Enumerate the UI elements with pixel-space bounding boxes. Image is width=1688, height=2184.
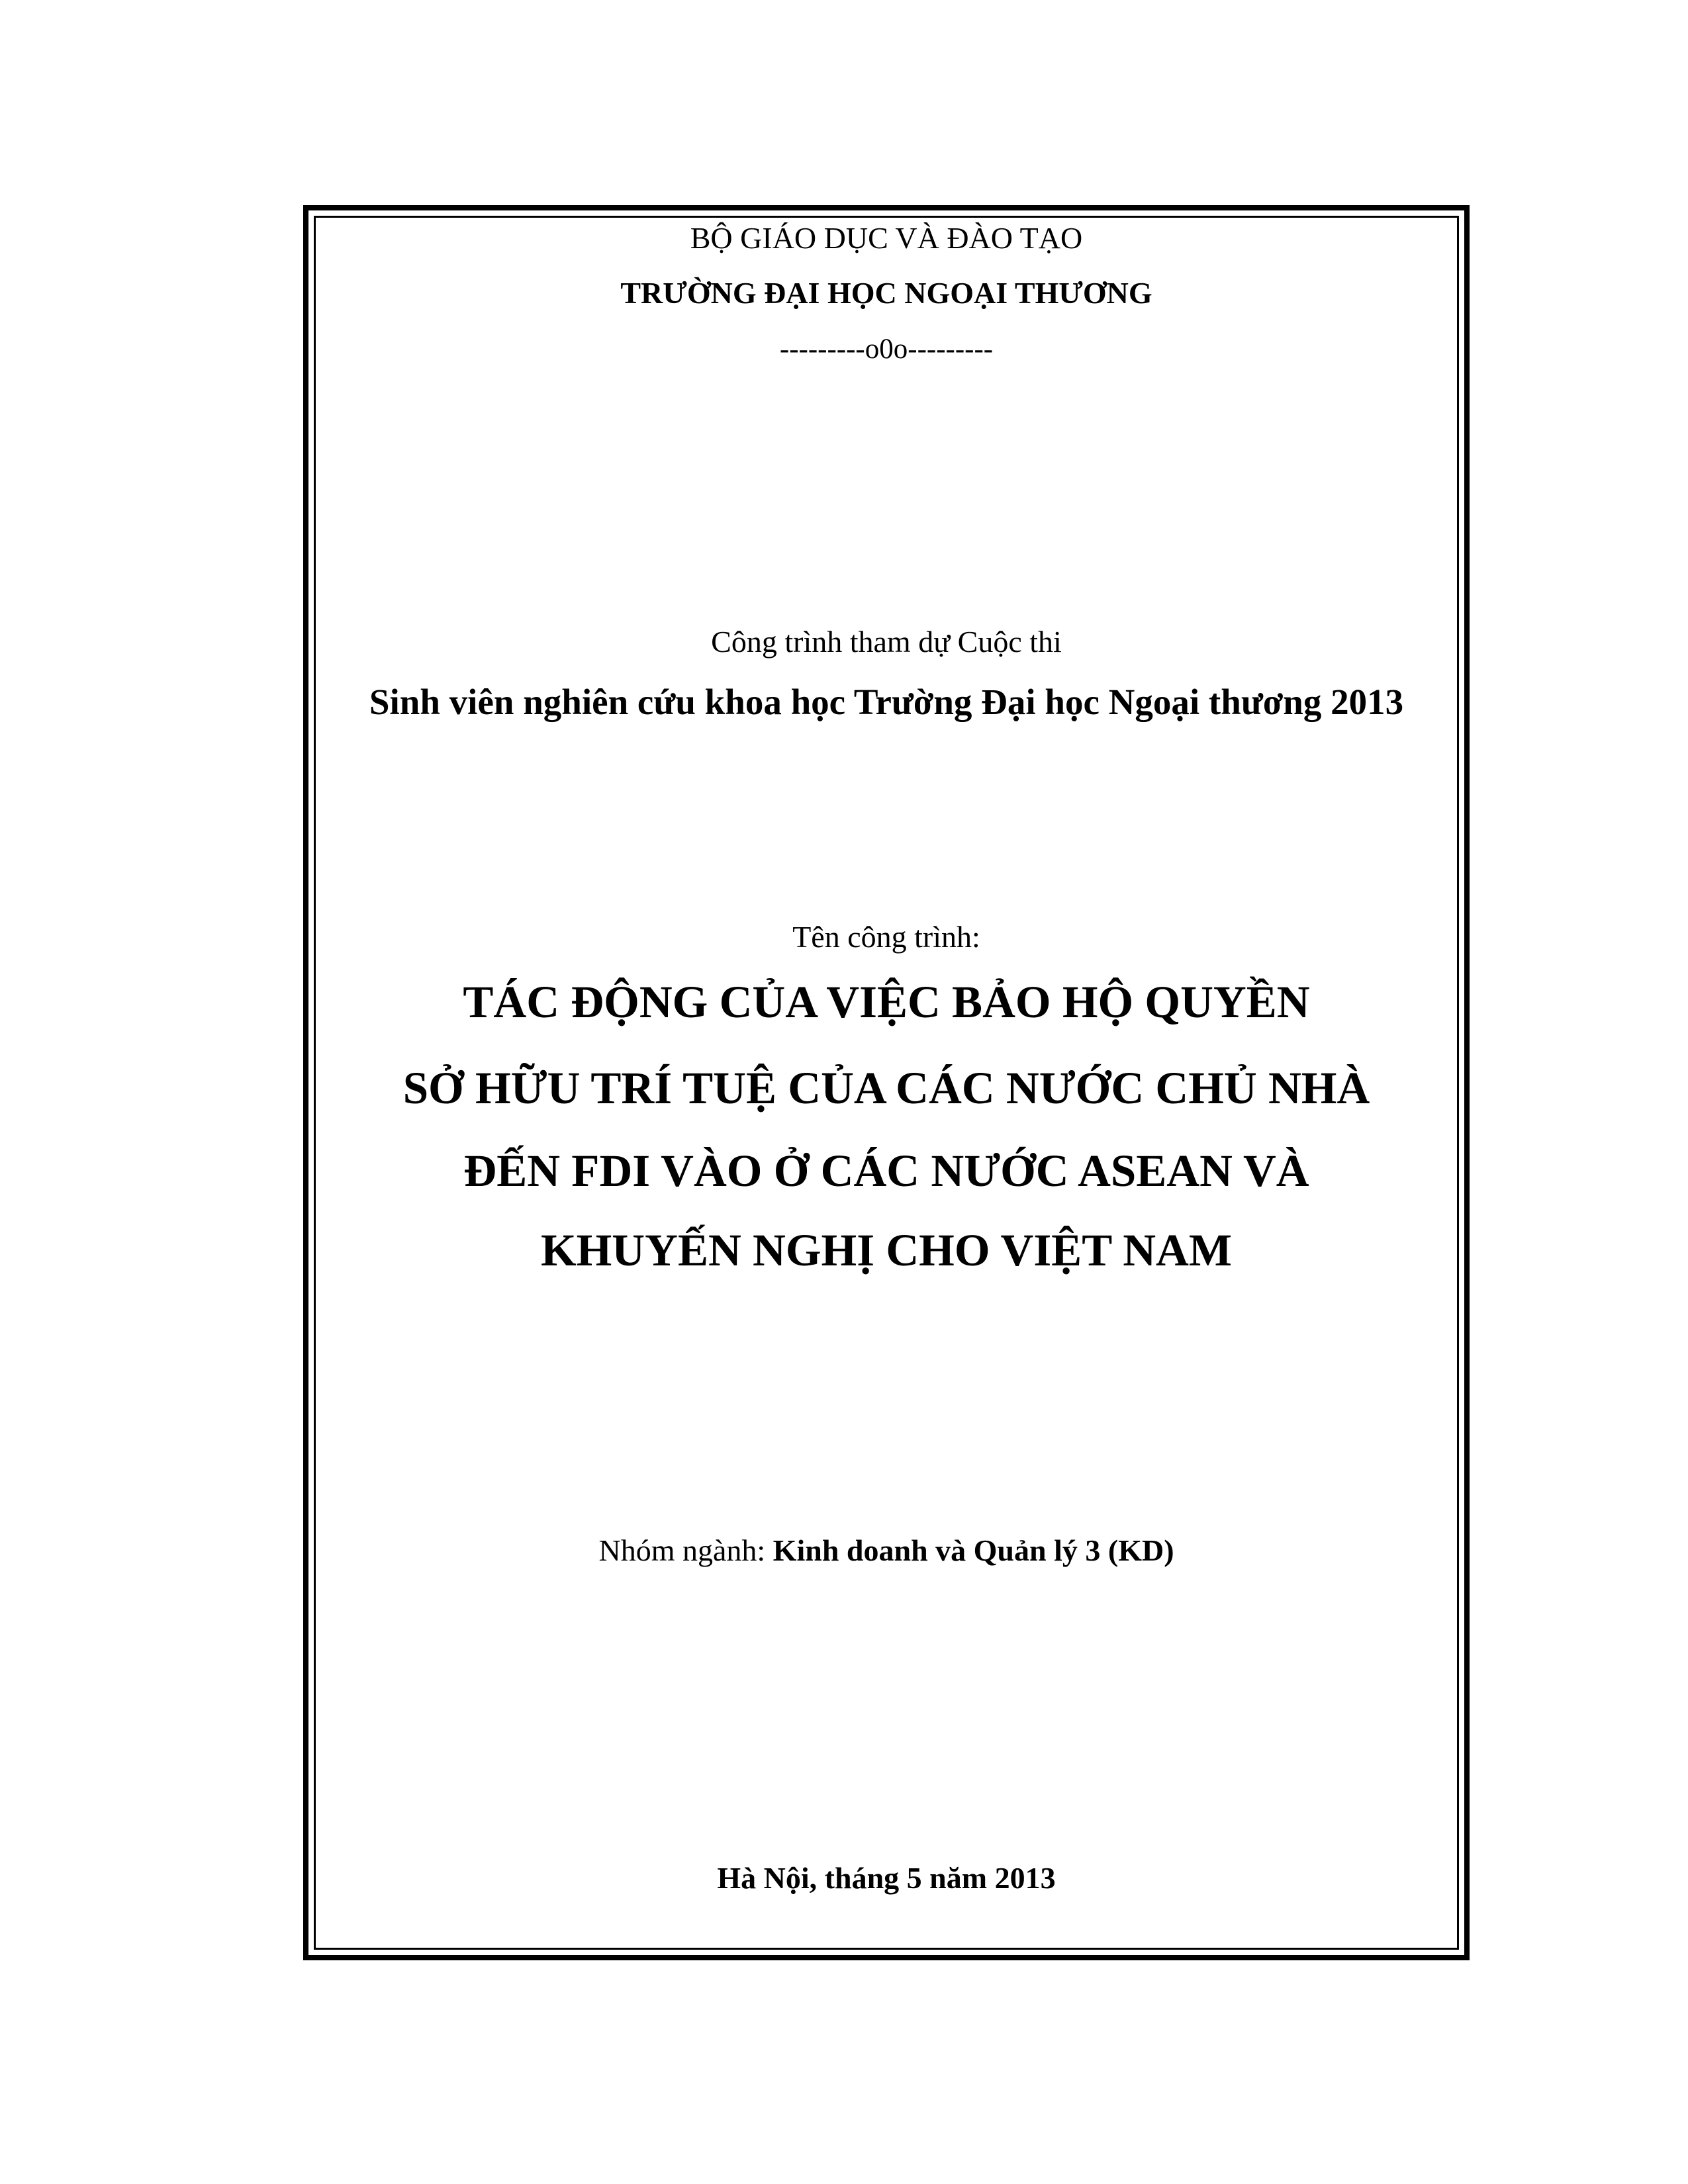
field-of-study xyxy=(314,1535,1459,1566)
contest-intro: Công trình tham dự Cuộc thi xyxy=(711,625,1062,659)
work-title-label: Tên công trình: xyxy=(792,920,980,954)
place-date: Hà Nội, tháng 5 năm 2013 xyxy=(717,1861,1056,1895)
header-divider: ---------o0o--------- xyxy=(779,334,994,365)
university-name: TRƯỜNG ĐẠI HỌC NGOẠI THƯƠNG xyxy=(620,276,1152,310)
work-title-line-2: SỞ HỮU TRÍ TUỆ CỦA CÁC NƯỚC CHỦ NHÀ xyxy=(402,1063,1370,1113)
ministry-name: BỘ GIÁO DỤC VÀ ĐÀO TẠO xyxy=(690,221,1083,255)
field-value: Kinh doanh và Quản lý 3 (KD) xyxy=(773,1533,1174,1567)
work-title-line-1: TÁC ĐỘNG CỦA VIỆC BẢO HỘ QUYỀN xyxy=(463,977,1310,1027)
work-title-line-3: ĐẾN FDI VÀO Ở CÁC NƯỚC ASEAN VÀ xyxy=(463,1146,1309,1196)
work-title-line-4: KHUYẾN NGHỊ CHO VIỆT NAM xyxy=(540,1225,1233,1275)
contest-name: Sinh viên nghiên cứu khoa học Trường Đại học Ngoại thương 2013 xyxy=(369,682,1404,722)
field-label: Nhóm ngành: xyxy=(598,1533,766,1567)
